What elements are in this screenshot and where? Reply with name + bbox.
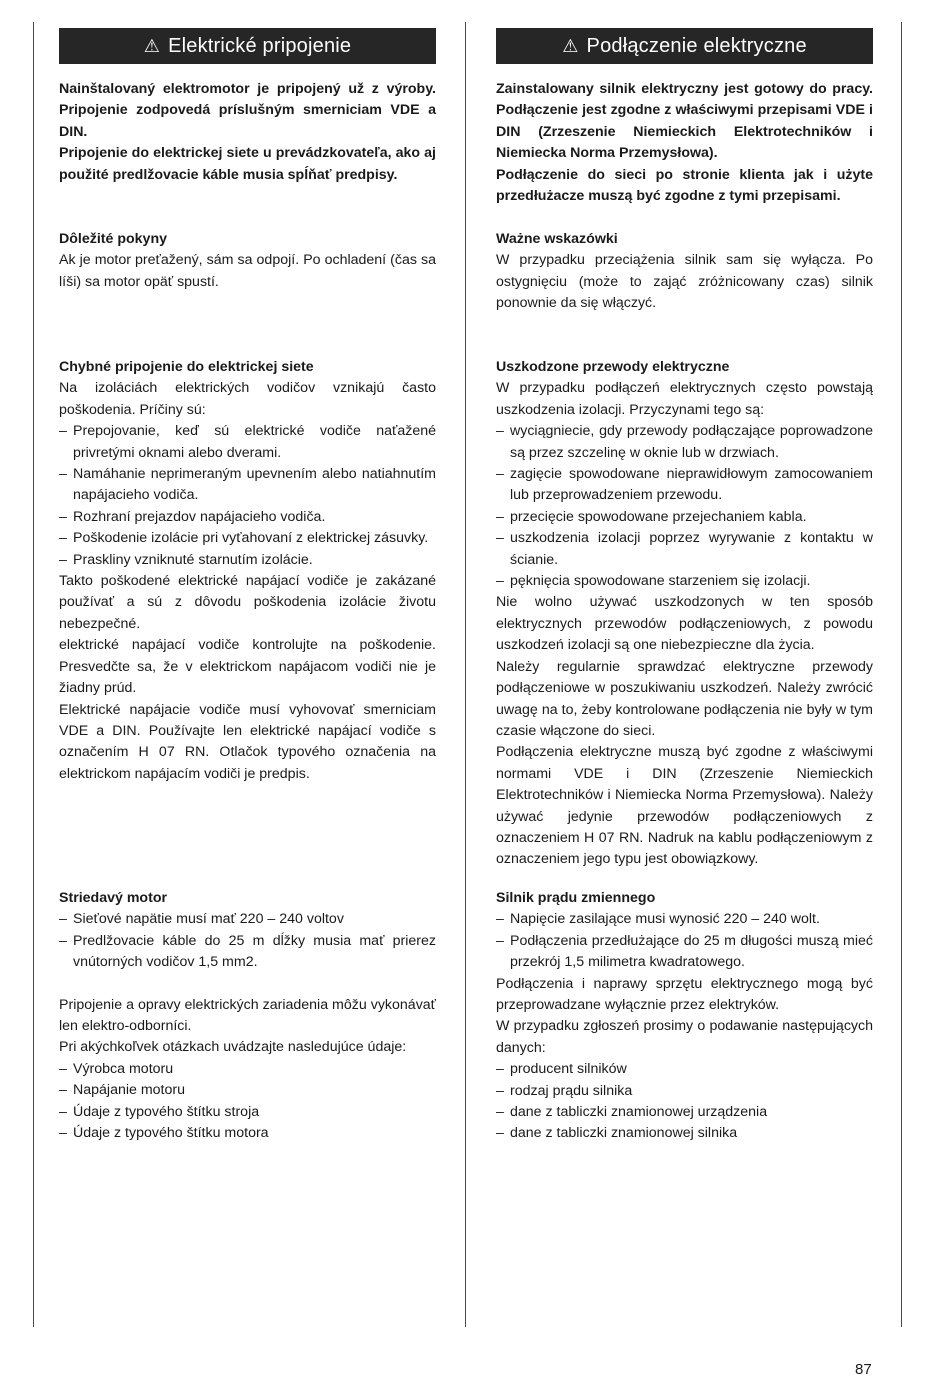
left-margin-rule (33, 22, 34, 1327)
right-intro-paragraph-1: Zainstalowany silnik elektryczny jest gotowy do pracy. Podłączenie jest zgodne z właściwymi przepisami VDE i DIN (Zrzeszenie Niemieckich Elektrotechników i Niemiecka Norma Przemysłowa). (496, 81, 873, 162)
list-item: – Podłączenia przedłużające do 25 m długości muszą mieć przekrój 1,5 milimetra kwadratowego. (496, 932, 873, 971)
right-ac-title: Silnik prądu zmiennego (496, 890, 656, 906)
list-item: – zagięcie spowodowane nieprawidłowym zamocowaniem lub przeprowadzeniem przewodu. (496, 466, 873, 504)
right-header-title: Podłączenie elektryczne (586, 34, 807, 57)
list-item: – wyciągniecie, gdy przewody podłączające poprowadzone są przez szczelinę w oknie lub w drzwiach. (496, 423, 873, 461)
left-faulty-title: Chybné pripojenie do elektrickej siete (59, 359, 314, 375)
left-important-title: Dôležité pokyny (59, 231, 168, 247)
left-faulty-list (59, 421, 436, 571)
list-item: – Poškodenie izolácie pri vyťahovaní z elektrickej zásuvky. (59, 530, 429, 547)
page-number: 87 (855, 1361, 872, 1378)
left-faulty-after-1: Takto poškodené elektrické napájací vodiče je zakázané používať a sú z dôvodu poškodenia izolácie životu nebezpečné. (59, 573, 436, 632)
left-header-bar (59, 28, 436, 64)
list-item: – Sieťové napätie musí mať 220 – 240 voltov (59, 911, 344, 928)
right-faulty-after-1: Nie wolno używać uszkodzonych w ten sposób elektrycznych przewodów podłączeniowych, z powodu uszkodzeń izolacji są one niebezpieczne dla życia. (496, 594, 873, 654)
left-ac-questions: Pri akýchkoľvek otázkach uvádzajte nasledujúce údaje: (59, 1039, 407, 1056)
left-faulty-after-2: elektrické napájací vodiče kontrolujte na poškodenie. Presvedčte sa, že v elektrickom napájacom vodiči nie je žiadny prúd. (59, 637, 436, 697)
right-important-text: W przypadku przeciążenia silnik sam się wyłącza. Po ostygnięciu (może to zająć zróżnicowany czas) silnik ponownie da się włączyć. (496, 252, 873, 312)
left-important-section (59, 229, 436, 293)
right-ac-list (496, 909, 873, 973)
right-column (496, 28, 873, 1142)
list-item: – Údaje z typového štítku motora (59, 1125, 269, 1142)
list-item: – Praskliny vzniknuté starnutím izolácie. (59, 551, 313, 568)
right-ac-repairs: Podłączenia i naprawy sprzętu elektrycznego mogą być przeprowadzane wyłącznie przez elektryków. (496, 975, 873, 1014)
list-item: – pęknięcia spowodowane starzeniem się izolacji. (496, 573, 811, 590)
left-faulty-section (59, 357, 436, 785)
list-item: – producent silników (496, 1061, 627, 1078)
list-item: – rodzaj prądu silnika (496, 1082, 633, 1099)
right-faulty-title: Uszkodzone przewody elektryczne (496, 359, 730, 375)
list-item: – Napięcie zasilające musi wynosić 220 – 240 wolt. (496, 911, 820, 928)
left-ac-title: Striedavý motor (59, 890, 168, 906)
left-column (59, 28, 436, 1142)
right-important-title: Ważne wskazówki (496, 231, 618, 247)
list-item: – Prepojovanie, keď sú elektrické vodiče naťažené privretými oknami alebo dverami. (59, 423, 436, 461)
left-header-title: Elektrické pripojenie (168, 34, 352, 57)
left-ac-list (59, 909, 436, 973)
center-column-rule (465, 22, 466, 1327)
list-item: – Výrobca motoru (59, 1060, 174, 1077)
right-intro (496, 79, 873, 207)
right-ac-questions: W przypadku zgłoszeń prosimy o podawanie następujących danych: (496, 1018, 873, 1056)
right-faulty-section (496, 357, 873, 871)
right-ac-section (496, 888, 873, 1145)
list-item: – przecięcie spowodowane przejechaniem kabla. (496, 508, 807, 525)
right-ac-data-list (496, 1059, 873, 1145)
right-header-bar (496, 28, 873, 64)
left-intro (59, 79, 436, 186)
left-ac-data-list (59, 1059, 436, 1145)
left-faulty-intro: Na izoláciách elektrických vodičov vznikajú často poškodenia. Príčiny sú: (59, 380, 436, 418)
right-faulty-list (496, 421, 873, 592)
left-intro-paragraph-1: Nainštalovaný elektromotor je pripojený už z výroby. Pripojenie zodpovedá príslušným smerniciam VDE a DIN. (59, 81, 436, 140)
right-faulty-after-2: Należy regularnie sprawdzać elektryczne przewody podłączeniowe w poszukiwaniu uszkodzeń. Należy zwrócić uwagę na to, żeby kontrolowane podłączenia nie były w tym czasie włączone do sieci. (496, 658, 873, 739)
right-faulty-intro: W przypadku podłączeń elektrycznych często powstają uszkodzenia izolacji. Przyczynami tego są: (496, 380, 873, 418)
left-ac-section (59, 888, 436, 1144)
list-item: – Napájanie motoru (59, 1082, 185, 1099)
right-faulty-after-3: Podłączenia elektryczne muszą być zgodne z właściwymi normami VDE i DIN (Zrzeszenie Niemieckich Elektrotechników i Niemiecka Norma Przemysłowa). Należy używać jedynie przewodów podłączeniowych z oznaczeniem H 07 RN. Nadruk na kablu podłączeniowym z oznaczeniem jego typu jest obowiązkowy. (496, 744, 873, 868)
list-item: – Predlžovacie káble do 25 m dĺžky musia mať prierez vnútorných vodičov 1,5 mm2. (59, 932, 436, 971)
list-item: – dane z tabliczki znamionowej urządzenia (496, 1104, 768, 1121)
left-ac-repairs: Pripojenie a opravy elektrických zariadenia môžu vykonávať len elektro-odborníci. (59, 996, 436, 1035)
list-item: – uszkodzenia izolacji poprzez wyrywanie z kontaktu w ścianie. (496, 530, 873, 568)
left-important-text: Ak je motor preťažený, sám sa odpojí. Po ochladení (čas sa líši) sa motor opäť spustí. (59, 252, 436, 290)
right-important-section (496, 229, 873, 315)
list-item: – Rozhraní prejazdov napájacieho vodiča. (59, 508, 326, 525)
warning-triangle-icon: ⚠ (143, 36, 161, 56)
list-item: – Namáhanie neprimeraným upevnením alebo natiahnutím napájacieho vodiča. (59, 466, 436, 504)
list-item: – Údaje z typového štítku stroja (59, 1103, 260, 1120)
list-item: – dane z tabliczki znamionowej silnika (496, 1125, 738, 1142)
warning-triangle-icon: ⚠ (562, 36, 579, 56)
left-faulty-after-3: Elektrické napájacie vodiče musí vyhovovať smerniciam VDE a DIN. Používajte len elektrické napájací vodiče s označením H 07 RN. Otlačok typového označenia na elektrickom napájacím vodiči je predpis. (59, 701, 436, 782)
right-margin-rule (901, 22, 902, 1327)
right-intro-paragraph-2: Podłączenie do sieci po stronie klienta jak i użyte przedłużacze muszą być zgodne z tymi przepisami. (496, 166, 873, 205)
left-intro-paragraph-2: Pripojenie do elektrickej siete u prevádzkovateľa, ako aj použité predlžovacie káble musia spĺňať predpisy. (59, 145, 436, 183)
